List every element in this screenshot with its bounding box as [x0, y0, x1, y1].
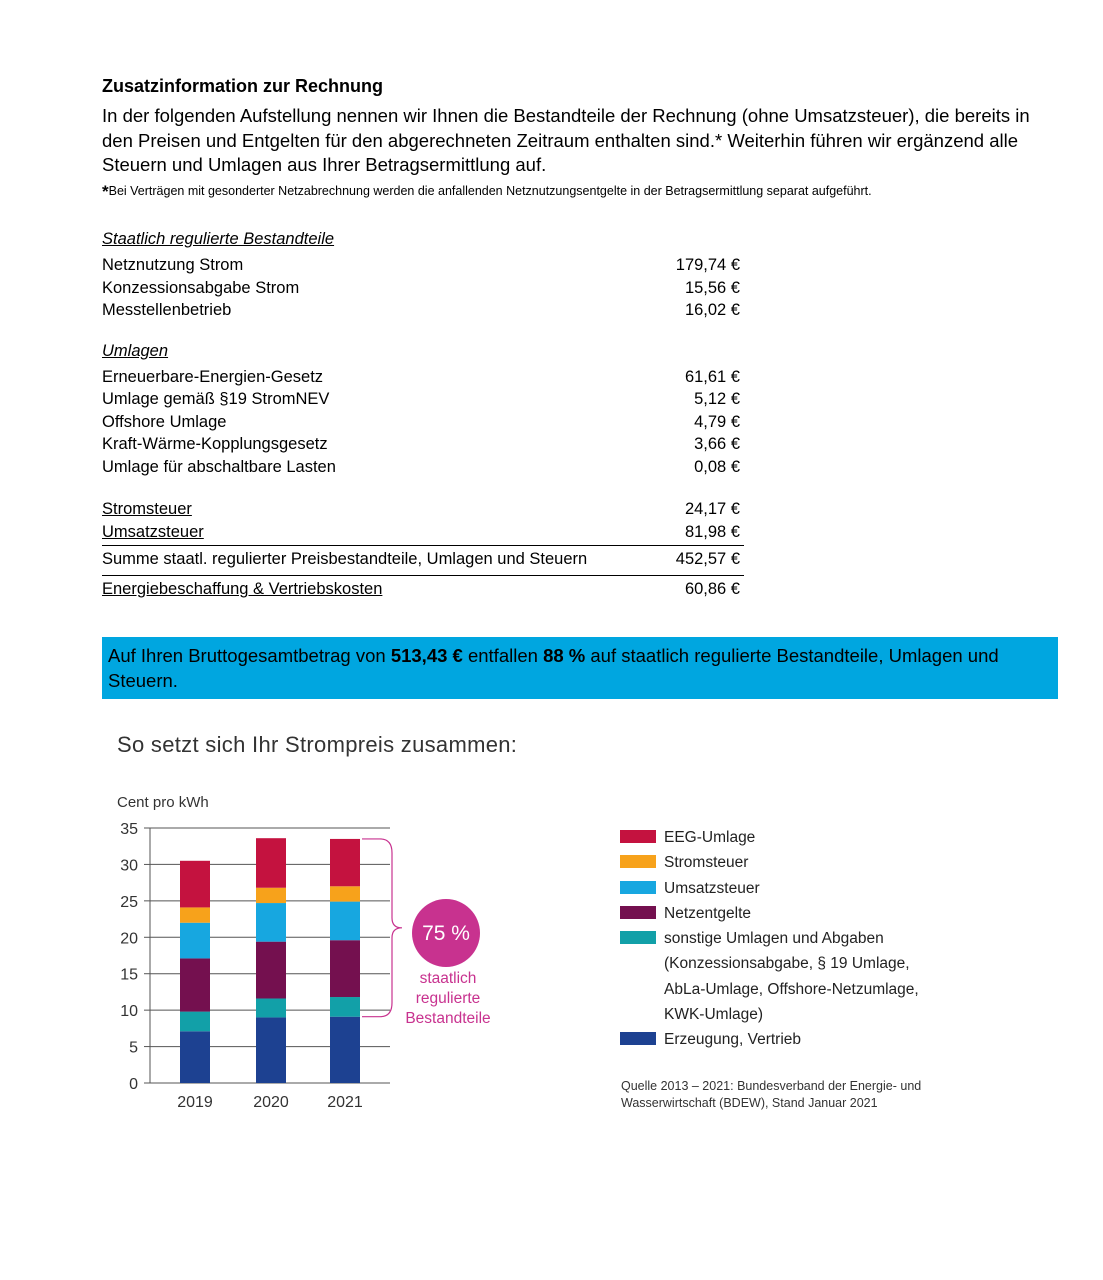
row-amount: 179,74 € [675, 256, 740, 274]
bar-segment [330, 940, 360, 997]
section-title-regulated: Staatlich regulierte Bestandteile [102, 230, 335, 248]
table-row [102, 277, 744, 300]
row-amount: 15,56 € [684, 278, 740, 297]
bar-segment [330, 886, 360, 901]
y-axis-label: Cent pro kWh [117, 794, 209, 811]
y-tick-label: 35 [120, 821, 138, 838]
row-amount: 4,79 € [694, 412, 740, 431]
cost-breakdown-table [102, 228, 744, 601]
bar-segment [180, 907, 210, 922]
legend-item [620, 850, 919, 875]
summary-banner [102, 637, 1058, 699]
row-label: Stromsteuer [102, 500, 192, 518]
table-row [102, 388, 744, 411]
row-amount: 3,66 € [694, 435, 740, 453]
summary-text [108, 644, 1048, 693]
footnote-text: Bei Verträgen mit gesonderter Netzabrechnung werden die anfallenden Netznutzungsentgelte in der Betragsermittlung separat aufgeführt. [108, 184, 872, 198]
chart-source: Quelle 2013 – 2021: Bundesverband der Energie- und Wasserwirtschaft (BDEW), Stand Januar 2021 [621, 1079, 922, 1110]
legend-item [620, 825, 919, 850]
legend-item [620, 876, 919, 901]
row-amount: 16,02 € [684, 301, 740, 319]
bar-segment [180, 861, 210, 908]
page-title: Zusatzinformation zur Rechnung [102, 76, 383, 96]
summary-text-part: entfallen [462, 645, 544, 666]
bar-segment [256, 998, 286, 1017]
y-tick-label: 0 [129, 1076, 138, 1093]
annotation-label: Bestandteile [405, 1010, 491, 1027]
bar-segment [180, 958, 210, 1011]
y-tick-label: 30 [120, 857, 138, 875]
sum-row [102, 545, 744, 576]
row-label: Konzessionsabgabe Strom [102, 278, 300, 297]
row-label: Umsatzsteuer [102, 522, 204, 541]
legend-swatch [620, 881, 656, 894]
x-tick-label: 2020 [253, 1094, 289, 1111]
bar-segment [180, 1031, 210, 1083]
bar-segment [256, 942, 286, 999]
energy-amount: 60,86 € [684, 580, 740, 598]
y-tick-label: 20 [120, 930, 138, 948]
row-amount: 24,17 € [684, 500, 740, 518]
stacked-bar-chart [100, 785, 520, 1125]
legend-item [620, 1027, 919, 1052]
legend-swatch [620, 830, 656, 843]
section-title-levies: Umlagen [102, 341, 169, 360]
row-label: Offshore Umlage [102, 412, 227, 431]
y-tick-label: 25 [120, 893, 138, 911]
row-label: Kraft-Wärme-Kopplungsgesetz [102, 435, 328, 453]
legend-swatch [620, 906, 656, 919]
price-chart [100, 785, 520, 1130]
table-row [102, 299, 744, 322]
table-row [102, 521, 744, 544]
table-row [102, 411, 744, 434]
legend-swatch [620, 855, 656, 868]
footnote-star: * [102, 182, 109, 201]
y-tick-label: 15 [120, 966, 138, 984]
table-row [102, 254, 744, 277]
energy-label: Energiebeschaffung & Vertriebskosten [102, 580, 383, 598]
x-tick-label: 2021 [327, 1094, 363, 1111]
energy-row [102, 578, 744, 601]
x-tick-label: 2019 [177, 1094, 213, 1111]
row-amount: 81,98 € [684, 522, 740, 541]
sum-label: Summe staatl. regulierter Preisbestandteile, Umlagen und Steuern [102, 550, 588, 568]
bar-segment [256, 1017, 286, 1083]
row-label: Erneuerbare-Energien-Gesetz [102, 367, 324, 386]
share-percent: 88 % [543, 645, 586, 666]
table-row [102, 456, 744, 479]
row-label: Umlage gemäß §19 StromNEV [102, 390, 330, 408]
gross-amount: 513,43 € [390, 645, 463, 666]
legend-swatch [620, 931, 656, 944]
sum-amount: 452,57 € [675, 550, 740, 568]
annotation-label: regulierte [415, 990, 481, 1007]
legend-sub-line: AbLa-Umlage, Offshore-Netzumlage, [664, 980, 919, 998]
legend-label: sonstige Umlagen und Abgaben [664, 930, 884, 948]
summary-text-part: auf staatlich regulierte Bestandteile, Umlagen und Steuern. [108, 645, 999, 691]
row-amount: 61,61 € [684, 367, 740, 386]
legend-sub-line: KWK-Umlage) [664, 1006, 764, 1024]
bar-segment [180, 923, 210, 959]
legend-item [620, 901, 919, 926]
legend-item [620, 926, 919, 951]
legend-sub-line: (Konzessionsabgabe, § 19 Umlage, [664, 955, 910, 973]
summary-text-part: Auf Ihren Bruttogesamtbetrag von [108, 645, 391, 666]
table-row [102, 366, 744, 389]
brace [380, 839, 402, 1017]
bar-segment [330, 902, 360, 941]
annotation-label: staatlich [419, 970, 477, 987]
y-tick-label: 5 [129, 1039, 138, 1057]
legend-label: Erzeugung, Vertrieb [664, 1031, 802, 1049]
footnote [102, 182, 872, 202]
chart-legend [620, 825, 919, 1053]
row-label: Umlage für abschaltbare Lasten [102, 457, 336, 476]
row-label: Netznutzung Strom [102, 256, 244, 274]
bar-segment [180, 1012, 210, 1032]
table-row [102, 433, 744, 456]
intro-paragraph: In der folgenden Aufstellung nennen wir Ihnen die Bestandteile der Rechnung (ohne Umsatzsteuer), die bereits in den Preisen und Entgelten für den abgerechneten Zeitraum enthalten sind.* Weiterhin führen wir ergänzend alle Steuern und Umlagen aus Ihrer Betragsermittlung auf. [102, 105, 1030, 175]
y-tick-label: 10 [120, 1003, 138, 1021]
legend-swatch [620, 1032, 656, 1045]
percent-label: 75 % [422, 922, 470, 945]
bar-segment [330, 1017, 360, 1083]
table-row [102, 498, 744, 521]
legend-label: Stromsteuer [664, 854, 749, 872]
bar-segment [256, 838, 286, 888]
bar-segment [256, 888, 286, 903]
bar-segment [330, 997, 360, 1017]
bar-segment [330, 839, 360, 886]
legend-label: EEG-Umlage [664, 829, 756, 846]
bar-segment [256, 903, 286, 942]
legend-label: Netzentgelte [664, 904, 752, 922]
row-label: Messtellenbetrieb [102, 301, 232, 319]
row-amount: 0,08 € [694, 457, 740, 476]
row-amount: 5,12 € [694, 390, 740, 408]
chart-heading: So setzt sich Ihr Strompreis zusammen: [117, 732, 518, 757]
legend-label: Umsatzsteuer [664, 879, 760, 897]
